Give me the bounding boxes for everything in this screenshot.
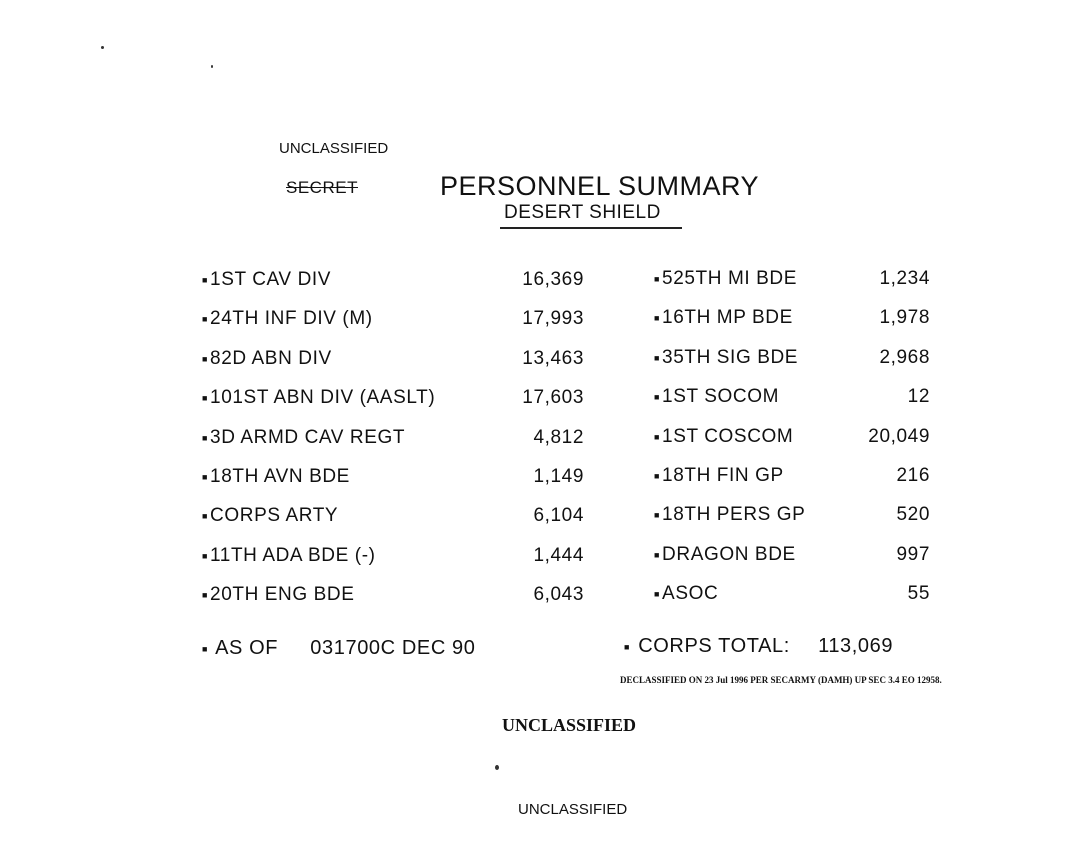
bullet-marker: ■ xyxy=(654,431,661,442)
unit-label: 20TH ENG BDE xyxy=(210,584,355,606)
personnel-count: 1,234 xyxy=(879,268,930,289)
corps-total-label: CORPS TOTAL: xyxy=(638,635,790,657)
unit-label: 1ST COSCOM xyxy=(662,425,794,447)
unit-label: 18TH FIN GP xyxy=(662,465,784,486)
unit-name xyxy=(654,386,779,408)
unit-name xyxy=(654,347,798,369)
unit-row xyxy=(0,347,1088,371)
scan-speck xyxy=(495,765,499,770)
bullet-marker: ■ xyxy=(202,314,209,325)
unit-name xyxy=(654,583,718,605)
personnel-count: 6,043 xyxy=(533,584,584,606)
personnel-count: 4,812 xyxy=(533,426,584,448)
unit-label: 35TH SIG BDE xyxy=(662,346,799,368)
as-of-label: AS OF xyxy=(215,637,279,659)
unit-label: 16TH MP BDE xyxy=(662,307,793,329)
unit-row xyxy=(0,307,1088,331)
bullet-marker: ■ xyxy=(202,550,209,561)
personnel-count: 16,369 xyxy=(522,269,584,290)
unit-label: 1ST SOCOM xyxy=(662,386,780,408)
personnel-count: 6,104 xyxy=(533,505,584,527)
bullet-marker: ■ xyxy=(624,641,631,652)
unit-row xyxy=(0,426,1088,450)
personnel-count: 1,149 xyxy=(533,466,584,487)
personnel-count: 520 xyxy=(896,504,930,526)
bullet-marker: ■ xyxy=(654,273,661,284)
unit-row xyxy=(0,386,1088,410)
unit-label: 18TH AVN BDE xyxy=(210,466,350,487)
corps-total-line xyxy=(624,635,893,658)
classification-marking-top: UNCLASSIFIED xyxy=(279,140,389,157)
unit-label: CORPS ARTY xyxy=(210,505,339,527)
unit-label: 1ST CAV DIV xyxy=(210,269,332,290)
personnel-count: 13,463 xyxy=(522,347,584,369)
scan-speck xyxy=(211,65,213,68)
corps-total-value: 113,069 xyxy=(818,635,894,657)
document-subtitle: DESERT SHIELD xyxy=(504,202,661,223)
bullet-marker: ■ xyxy=(654,352,661,363)
personnel-count: 1,978 xyxy=(879,307,930,329)
scan-speck xyxy=(101,46,104,49)
unit-name xyxy=(654,504,805,526)
bullet-marker: ■ xyxy=(202,274,209,285)
bullet-marker: ■ xyxy=(202,471,209,482)
unit-label: DRAGON BDE xyxy=(662,543,796,565)
unit-label: 3D ARMD CAV REGT xyxy=(210,426,406,448)
declassification-note: DECLASSIFIED ON 23 Jul 1996 PER SECARMY (DAMH) UP SEC 3.4 EO 12958. xyxy=(620,675,942,685)
personnel-count: 2,968 xyxy=(879,346,930,368)
document-title: PERSONNEL SUMMARY xyxy=(440,171,760,201)
as-of-dtg: 031700C DEC 90 xyxy=(310,637,476,659)
unit-label: 24TH INF DIV (M) xyxy=(210,308,373,330)
personnel-count: 55 xyxy=(907,583,930,605)
unit-row xyxy=(0,465,1088,489)
bullet-marker: ■ xyxy=(654,510,661,521)
as-of-line xyxy=(202,637,475,660)
unit-name xyxy=(654,426,793,448)
bullet-marker: ■ xyxy=(202,590,209,601)
unit-row xyxy=(0,268,1088,292)
struck-classification-marking: SECRET xyxy=(286,178,358,197)
bullet-marker: ■ xyxy=(654,313,661,324)
unit-label: 525TH MI BDE xyxy=(662,268,798,289)
unit-row xyxy=(0,544,1088,568)
personnel-count: 216 xyxy=(896,465,930,486)
personnel-count: 17,993 xyxy=(522,308,584,330)
bullet-marker: ■ xyxy=(654,470,661,481)
classification-marking-bottom: UNCLASSIFIED xyxy=(518,801,628,818)
personnel-count: 17,603 xyxy=(522,387,584,409)
bullet-marker: ■ xyxy=(202,393,209,404)
bullet-marker: ■ xyxy=(202,511,209,522)
bullet-marker: ■ xyxy=(654,392,661,403)
personnel-count: 12 xyxy=(907,386,930,408)
bullet-marker: ■ xyxy=(202,353,209,364)
unit-label: 18TH PERS GP xyxy=(662,504,806,526)
unit-label: 82D ABN DIV xyxy=(210,347,332,369)
unit-name xyxy=(654,544,796,566)
classification-marking-bottom-bold: UNCLASSIFIED xyxy=(502,715,637,735)
bullet-marker: ■ xyxy=(202,643,209,654)
personnel-count: 20,049 xyxy=(868,425,930,447)
unit-row xyxy=(0,504,1088,528)
unit-name xyxy=(654,465,784,487)
unit-name xyxy=(654,268,797,290)
subtitle-underline xyxy=(500,227,682,229)
unit-label: 101ST ABN DIV (AASLT) xyxy=(210,387,436,409)
personnel-count: 1,444 xyxy=(533,544,584,566)
bullet-marker: ■ xyxy=(202,432,209,443)
unit-name xyxy=(654,307,793,329)
unit-row xyxy=(0,583,1088,607)
unit-label: 11TH ADA BDE (-) xyxy=(210,544,376,566)
personnel-count: 997 xyxy=(896,543,930,565)
unit-label: ASOC xyxy=(662,583,719,605)
bullet-marker: ■ xyxy=(654,589,661,600)
bullet-marker: ■ xyxy=(654,549,661,560)
